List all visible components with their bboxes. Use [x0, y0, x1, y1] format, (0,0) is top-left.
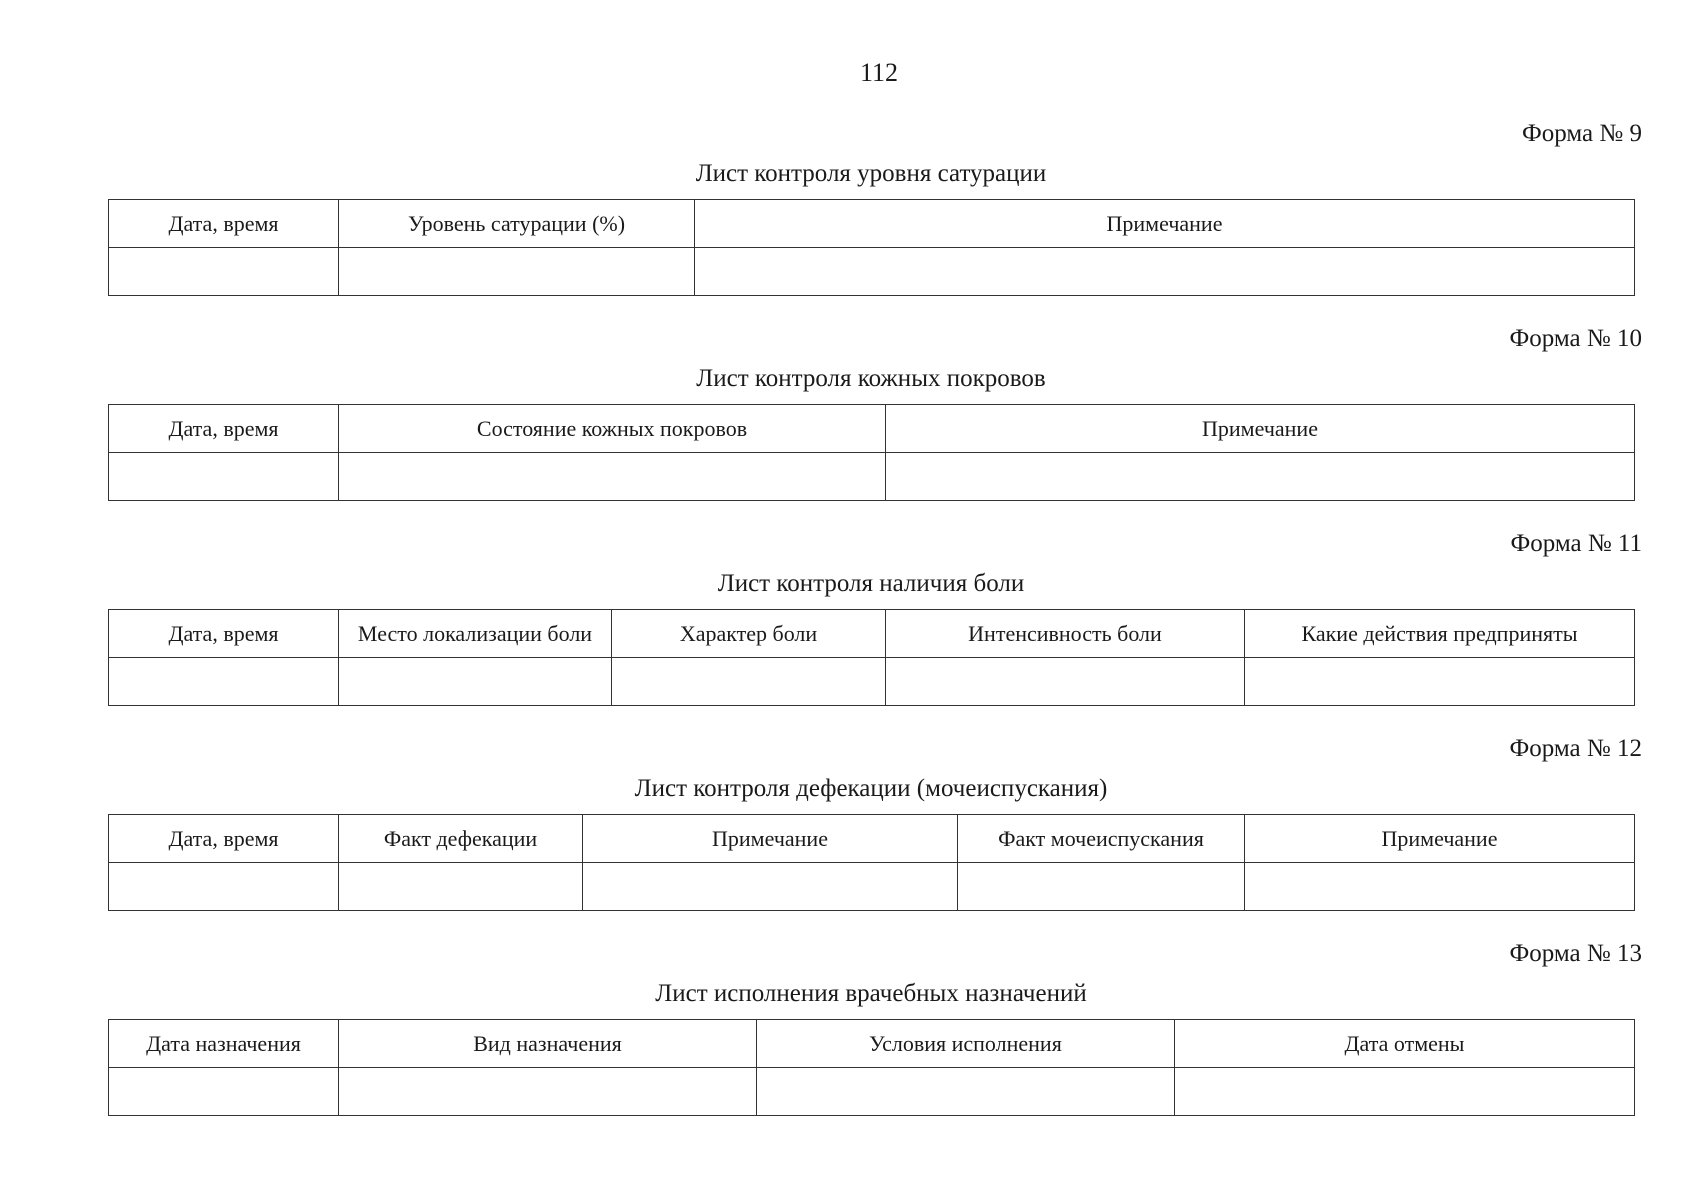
column-header: Условия исполнения [757, 1020, 1175, 1068]
empty-cell[interactable] [757, 1068, 1175, 1116]
table-header-row [109, 405, 1635, 453]
column-header: Примечание [1245, 815, 1635, 863]
column-header: Характер боли [612, 610, 886, 658]
page-number: 112 [859, 58, 899, 87]
form-title: Лист контроля наличия боли [717, 570, 1025, 597]
column-header: Дата, время [109, 200, 339, 248]
empty-cell[interactable] [109, 453, 339, 501]
column-header: Состояние кожных покровов [339, 405, 886, 453]
skin-condition-table [108, 404, 1635, 501]
column-header: Примечание [695, 200, 1635, 248]
column-header: Уровень сатурации (%) [339, 200, 695, 248]
column-header: Дата назначения [109, 1020, 339, 1068]
table-row [109, 658, 1635, 706]
column-header: Дата, время [109, 405, 339, 453]
form-title: Лист контроля уровня сатурации [695, 160, 1047, 187]
column-header: Вид назначения [339, 1020, 757, 1068]
empty-cell[interactable] [886, 453, 1635, 501]
empty-cell[interactable] [1245, 658, 1635, 706]
table-header-row [109, 610, 1635, 658]
empty-cell[interactable] [109, 1068, 339, 1116]
empty-cell[interactable] [339, 863, 583, 911]
column-header: Факт дефекации [339, 815, 583, 863]
column-header: Примечание [886, 405, 1635, 453]
empty-cell[interactable] [339, 248, 695, 296]
form-number: Форма № 9 [1522, 120, 1642, 147]
column-header: Примечание [583, 815, 958, 863]
column-header: Какие действия предприняты [1245, 610, 1635, 658]
empty-cell[interactable] [109, 863, 339, 911]
empty-cell[interactable] [109, 248, 339, 296]
table-header-row [109, 815, 1635, 863]
empty-cell[interactable] [695, 248, 1635, 296]
column-header: Факт мочеиспускания [958, 815, 1245, 863]
form-number: Форма № 10 [1509, 325, 1642, 352]
prescriptions-table [108, 1019, 1635, 1116]
column-header: Место локализации боли [339, 610, 612, 658]
empty-cell[interactable] [583, 863, 958, 911]
empty-cell[interactable] [339, 658, 612, 706]
form-title: Лист контроля кожных покровов [696, 365, 1046, 392]
table-row [109, 248, 1635, 296]
form-title: Лист исполнения врачебных назначений [655, 980, 1087, 1007]
empty-cell[interactable] [886, 658, 1245, 706]
empty-cell[interactable] [339, 1068, 757, 1116]
table-header-row [109, 1020, 1635, 1068]
form-number: Форма № 11 [1510, 530, 1642, 557]
table-row [109, 453, 1635, 501]
column-header: Интенсивность боли [886, 610, 1245, 658]
table-header-row [109, 200, 1635, 248]
column-header: Дата, время [109, 610, 339, 658]
empty-cell[interactable] [958, 863, 1245, 911]
form-number: Форма № 12 [1509, 735, 1642, 762]
empty-cell[interactable] [612, 658, 886, 706]
column-header: Дата отмены [1175, 1020, 1635, 1068]
defecation-table [108, 814, 1635, 911]
form-title: Лист контроля дефекации (мочеиспускания) [634, 775, 1108, 802]
empty-cell[interactable] [1175, 1068, 1635, 1116]
empty-cell[interactable] [109, 658, 339, 706]
table-row [109, 863, 1635, 911]
saturation-table [108, 199, 1635, 296]
column-header: Дата, время [109, 815, 339, 863]
empty-cell[interactable] [1245, 863, 1635, 911]
form-number: Форма № 13 [1509, 940, 1642, 967]
empty-cell[interactable] [339, 453, 886, 501]
table-row [109, 1068, 1635, 1116]
pain-table [108, 609, 1635, 706]
